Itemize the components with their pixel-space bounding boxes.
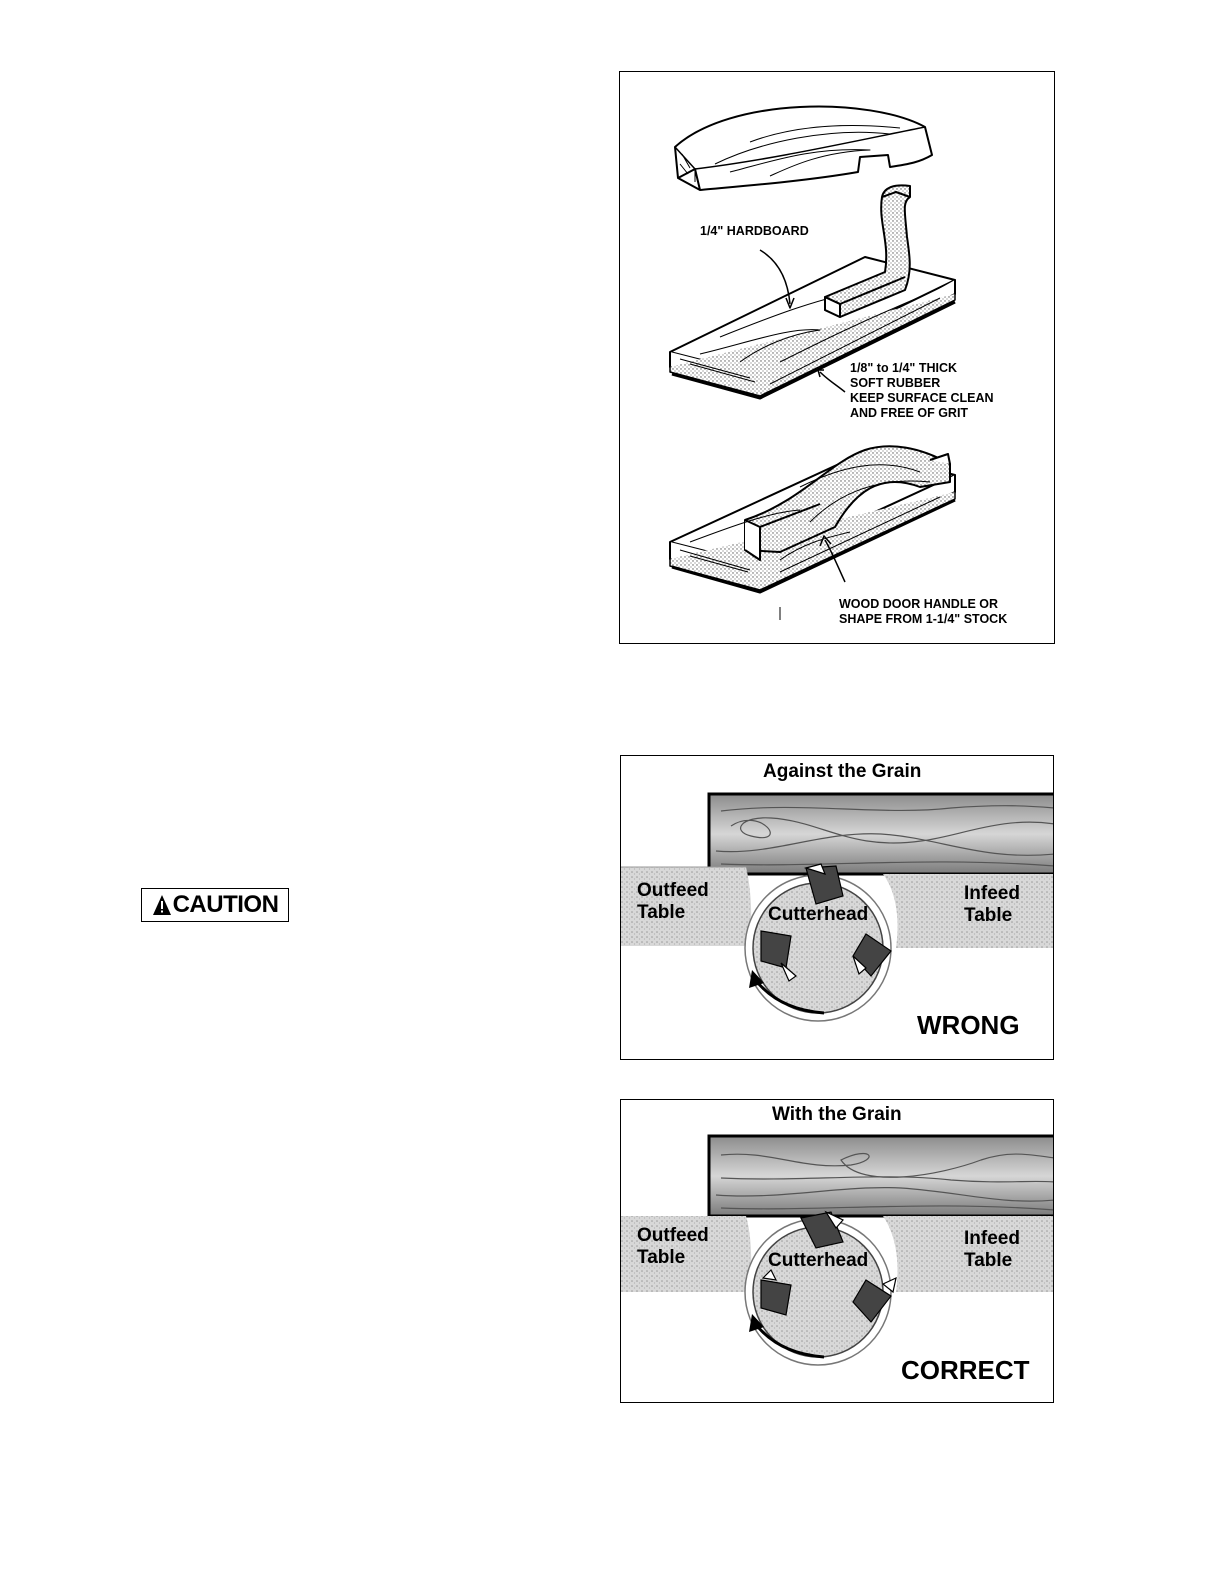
- warning-triangle-icon: [152, 894, 172, 916]
- wrong-grain-figure: [620, 755, 1054, 1060]
- push-block-drawing: [620, 72, 1055, 644]
- correct-outfeed-label: Outfeed Table: [637, 1225, 709, 1268]
- wrong-verdict: WRONG: [917, 1010, 1020, 1040]
- push-block-figure: [619, 71, 1055, 644]
- caution-badge: [141, 888, 289, 922]
- correct-title: With the Grain: [772, 1104, 902, 1125]
- wrong-title: Against the Grain: [763, 761, 922, 782]
- correct-cutterhead-label: Cutterhead: [768, 1250, 869, 1271]
- wrong-cutterhead-label: Cutterhead: [768, 904, 869, 925]
- rubber-label: 1/8" to 1/4" THICK SOFT RUBBER KEEP SURFACE CLEAN AND FREE OF GRIT: [850, 361, 994, 420]
- correct-infeed-label: Infeed Table: [964, 1228, 1020, 1271]
- wrong-infeed-label: Infeed Table: [964, 883, 1020, 926]
- caution-text: CAUTION: [172, 891, 279, 918]
- wrong-outfeed-label: Outfeed Table: [637, 880, 709, 923]
- hardboard-label: 1/4" HARDBOARD: [700, 224, 809, 238]
- handle-label: WOOD DOOR HANDLE OR SHAPE FROM 1-1/4" STOCK: [839, 597, 1008, 626]
- correct-verdict: CORRECT: [901, 1355, 1030, 1385]
- correct-grain-figure: [620, 1099, 1054, 1403]
